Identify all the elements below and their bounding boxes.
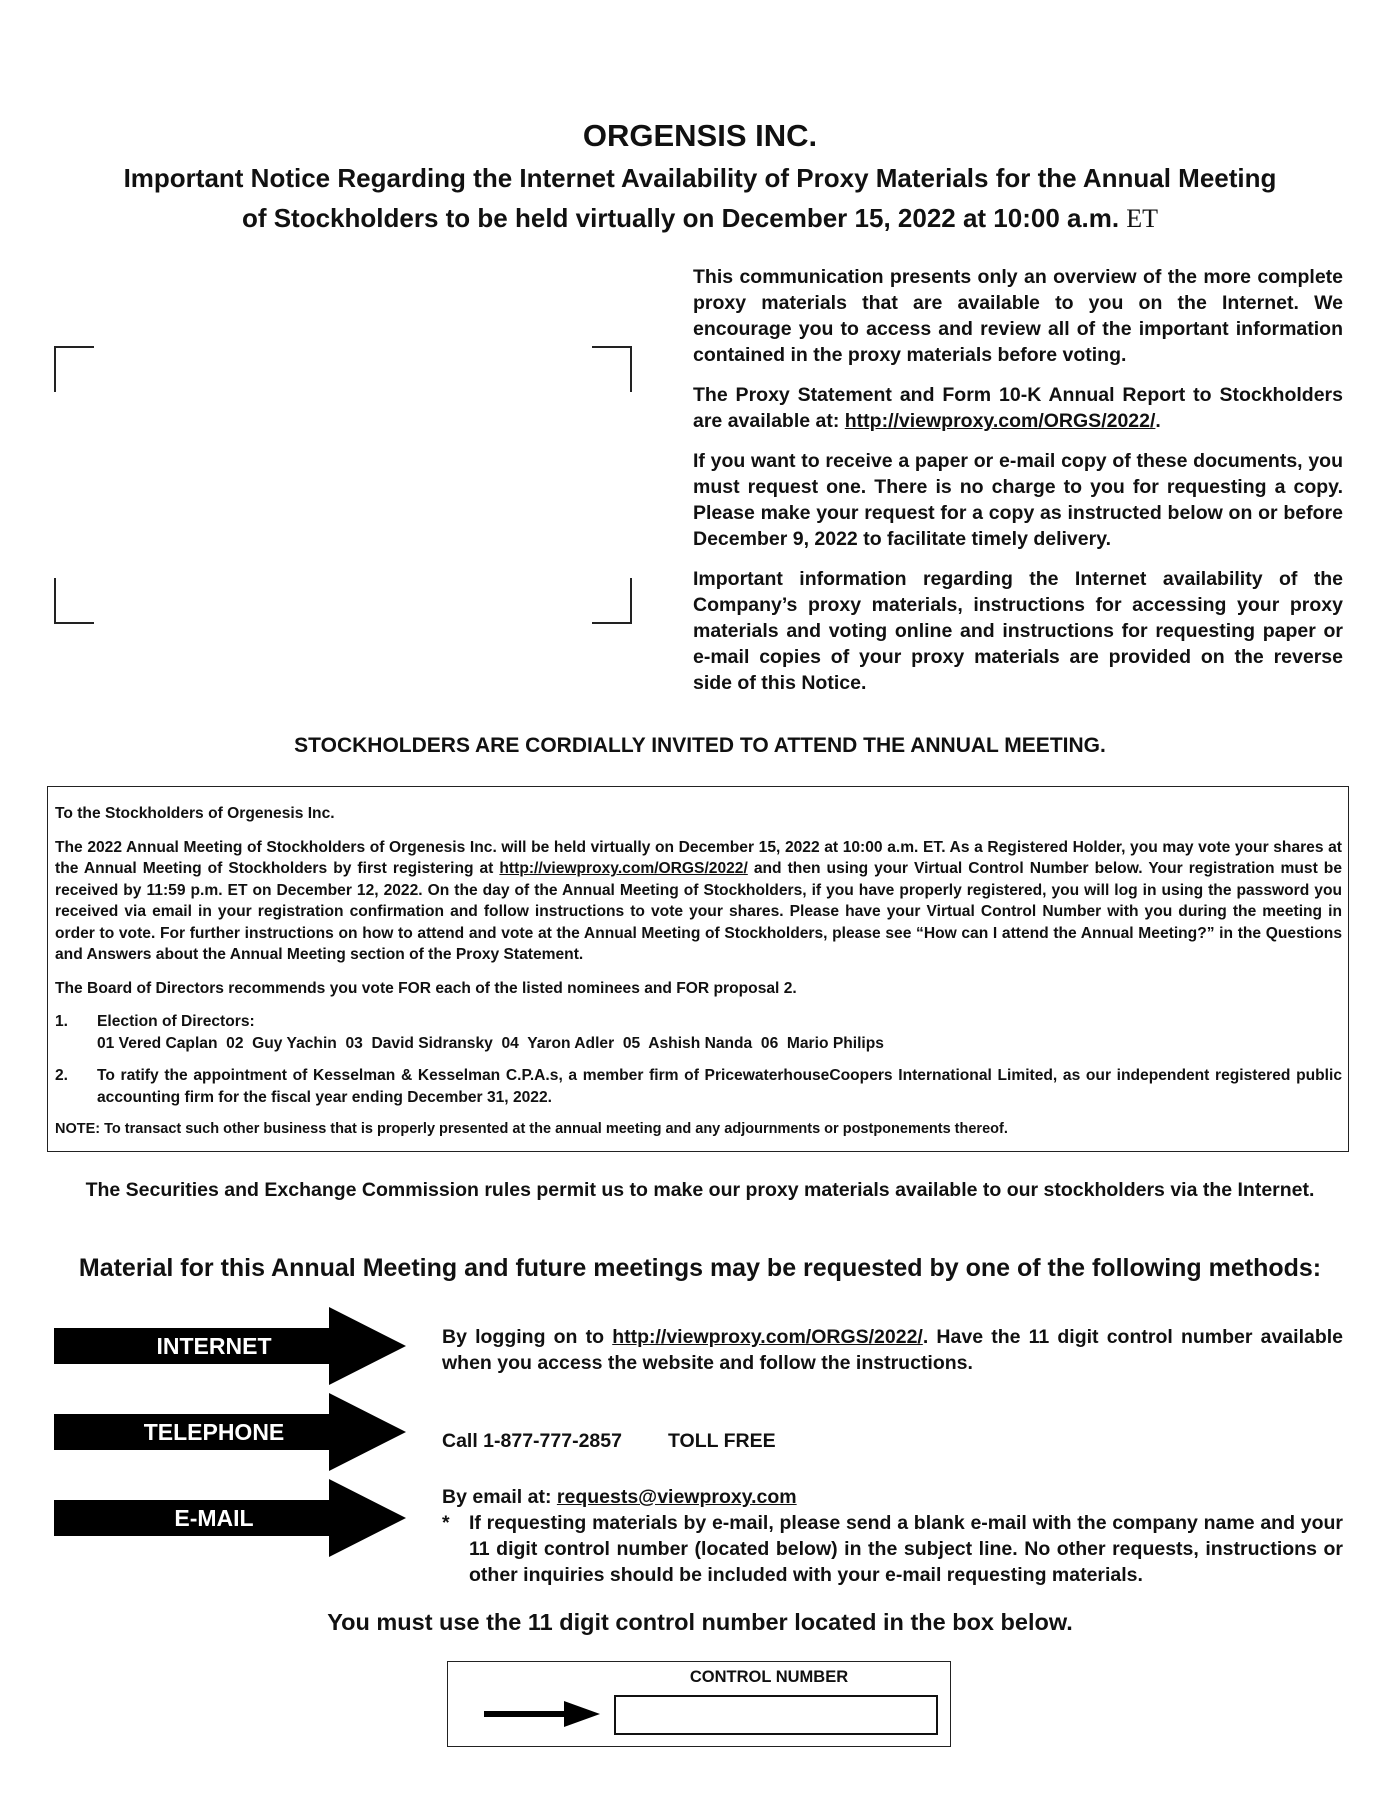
proposal-1-title: Election of Directors: [97, 1013, 255, 1030]
crop-mark-top-left [54, 346, 94, 392]
director-nominees: 01 Vered Caplan 02 Guy Yachin 03 David Sidransky 04 Yaron Adler 05 Ashish Nanda 06 Mario Philips [97, 1034, 884, 1052]
control-number-box [447, 1661, 951, 1747]
internet-link[interactable]: http://viewproxy.com/ORGS/2022/ [612, 1326, 923, 1348]
intro-overview: This communication presents only an overview of the more complete proxy materials that are available to you on the Internet. We encourage you to access and review all of the important information contained in the proxy materials before voting. [693, 266, 1343, 366]
registration-link[interactable]: http://viewproxy.com/ORGS/2022/ [499, 860, 748, 877]
notice-subtitle [60, 158, 1340, 239]
board-recommendation: The Board of Directors recommends you vote FOR each of the listed nominees and FOR proposal 2. [55, 979, 797, 997]
email-text: By email at: [442, 1486, 557, 1508]
internet-method-arrow [54, 1307, 406, 1385]
proposal-2 [55, 1065, 1342, 1108]
proposal-2-text: To ratify the appointment of Kesselman & Kesselman C.P.A.s, a member firm of PricewaterhouseCoopers International Limited, as our independent registered public accounting firm for the fiscal year ending December 31, 2022. [97, 1067, 1342, 1106]
notice-salutation: To the Stockholders of Orgenesis Inc. [55, 805, 335, 822]
company-title: ORGENSIS INC. [582, 118, 818, 153]
sec-rules-statement: The Securities and Exchange Commission rules permit us to make our proxy materials available to our stockholders via the Internet. [85, 1179, 1315, 1201]
notice-body-text: The 2022 Annual Meeting of Stockholders of Orgenesis Inc. will be held virtually on December 15, 2022 at 10:00 a.m. ET. As a Registered Holder, you may vote your shares at the Annual Meeting of Stockholders by first registering at [55, 838, 1342, 877]
intro-availability-suffix: . [1155, 410, 1161, 432]
internet-instructions [442, 1324, 1343, 1376]
email-link[interactable]: requests@viewproxy.com [556, 1486, 797, 1508]
methods-heading: Material for this Annual Meeting and future meetings may be requested by one of the following methods: [78, 1254, 1322, 1282]
email-method-arrow [54, 1479, 406, 1557]
crop-mark-bottom-left [54, 578, 94, 624]
subtitle-line-2 [60, 198, 1340, 239]
toll-free-label: TOLL FREE [667, 1430, 776, 1452]
subtitle-timezone: ET [1126, 204, 1159, 233]
intro-availability-text: The Proxy Statement and Form 10-K Annual Report to Stockholders are available at: [693, 384, 1343, 432]
proposal-1 [55, 1011, 1342, 1054]
internet-text: By logging on to [442, 1326, 613, 1348]
notice-body-text-cont: and then using your Virtual Control Number below. Your registration must be received by 11:59 p.m. ET on December 12, 2022. On the day of the Annual Meeting of Stockholders, if you have properly registered, you will log in using the password you received via email in your registration confirmation and follow instructions to vote your shares. Please have your Virtual Control Number with you during the meeting in order to vote. For further instructions on how to attend and vote at the Annual Meeting of Stockholders, please see “How can I attend the Annual Meeting?” in the Questions and Answers about the Annual Meeting section of the Proxy Statement. [55, 860, 1342, 963]
subtitle-line-1: Important Notice Regarding the Internet Availability of Proxy Materials for the Annual Meeting [123, 163, 1277, 193]
email-instructions [442, 1484, 1343, 1588]
control-number-field [614, 1695, 938, 1735]
email-address-line [442, 1484, 1343, 1510]
telephone-number: Call 1-877-777-2857 [442, 1430, 622, 1452]
invitation-heading: STOCKHOLDERS ARE CORDIALLY INVITED TO ATTEND THE ANNUAL MEETING. [294, 734, 1106, 757]
internet-label: INTERNET [156, 1333, 272, 1359]
proposal-number: 1. [55, 1013, 69, 1030]
intro-availability [693, 382, 1343, 434]
proxy-materials-link[interactable]: http://viewproxy.com/ORGS/2022/ [844, 410, 1156, 432]
control-number-instruction: You must use the 11 digit control number located in the box below. [327, 1609, 1073, 1635]
crop-mark-bottom-right [592, 578, 632, 624]
email-note [442, 1510, 1343, 1588]
notice-body [55, 837, 1342, 966]
asterisk: * [442, 1512, 450, 1534]
notice-note: NOTE: To transact such other business that is properly presented at the annual meeting and any adjournments or postponements thereof. [55, 1121, 1008, 1137]
telephone-instructions [442, 1428, 1343, 1454]
intro-column [693, 264, 1343, 710]
telephone-label: TELEPHONE [143, 1419, 285, 1445]
telephone-method-arrow [54, 1393, 406, 1471]
subtitle-date: of Stockholders to be held virtually on December 15, 2022 at 10:00 a.m. [241, 203, 1120, 233]
control-number-label: CONTROL NUMBER [689, 1668, 849, 1686]
crop-mark-top-right [592, 346, 632, 392]
arrow-right-icon [484, 1699, 604, 1729]
meeting-notice-box [47, 786, 1349, 1152]
email-note-text: If requesting materials by e-mail, please send a blank e-mail with the company name and your 11 digit control number (located below) in the subject line. No other requests, instructions or other inquiries should be included with your e-mail requesting materials. [469, 1512, 1343, 1586]
proposal-number: 2. [55, 1067, 69, 1084]
proposal-1-text [97, 1011, 1342, 1054]
intro-important-info: Important information regarding the Internet availability of the Company’s proxy materials, instructions for accessing your proxy materials and voting online and instructions for requesting paper or e-mail copies of your proxy materials are provided on the reverse side of this Notice. [693, 568, 1343, 694]
intro-request-copy: If you want to receive a paper or e-mail copy of these documents, you must request one. There is no charge to you for requesting a copy. Please make your request for a copy as instructed below on or before December 9, 2022 to facilitate timely delivery. [693, 450, 1343, 550]
email-label: E-MAIL [174, 1505, 254, 1531]
internet-text-cont: . Have the 11 digit control number available when you access the website and follow the instructions. [442, 1326, 1344, 1374]
